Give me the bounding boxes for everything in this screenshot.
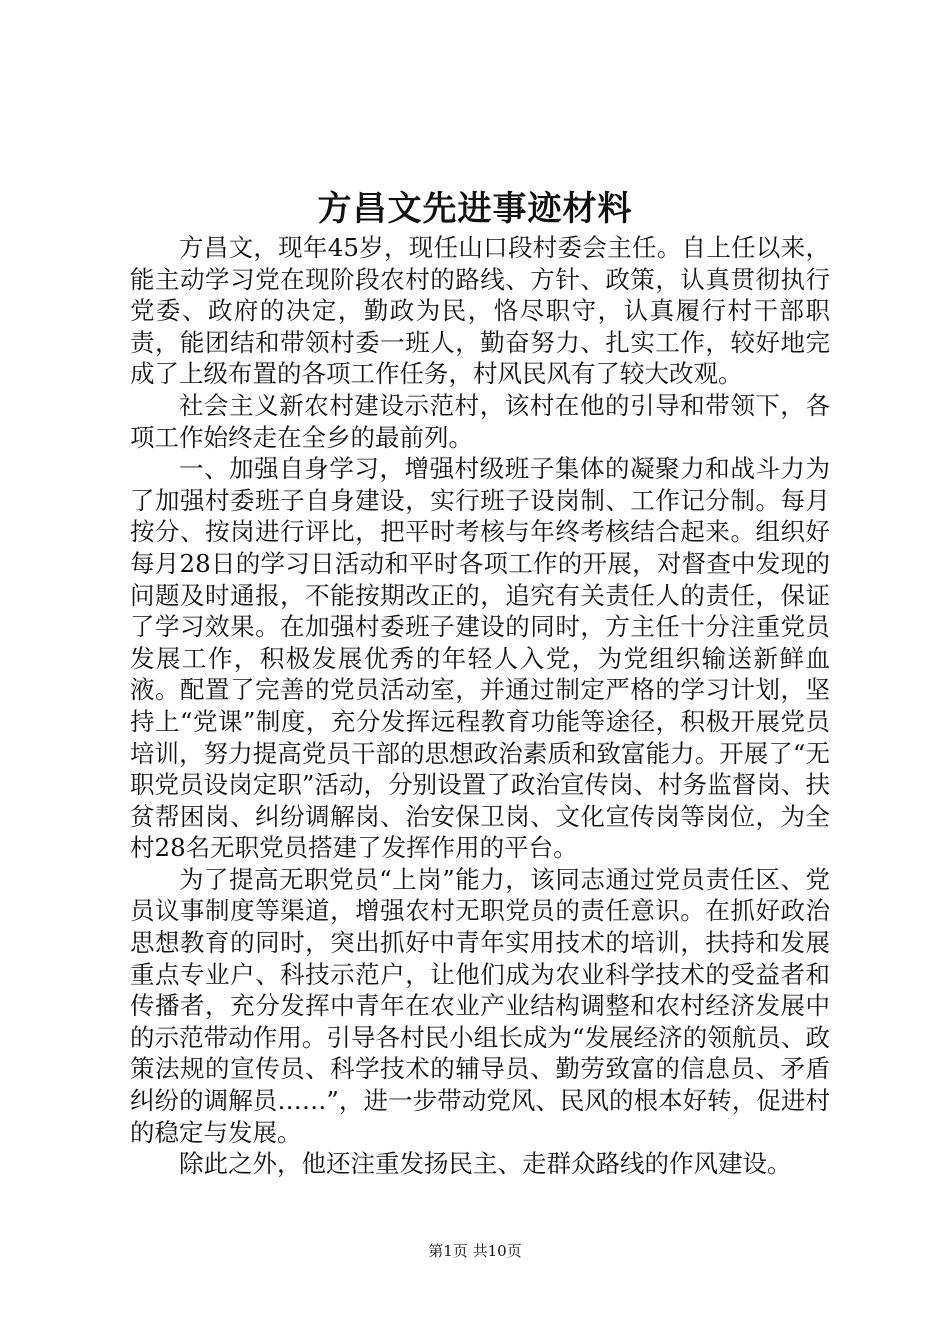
document-body xyxy=(130,232,830,1180)
body-paragraph: 社会主义新农村建设示范村，该村在他的引导和带领下，各项工作始终走在全乡的最前列。 xyxy=(130,390,830,452)
body-paragraph: 一、加强自身学习，增强村级班子集体的凝聚力和战斗力为了加强村委班子自身建设，实行班子设岗制、工作记分制。每月按分、按岗进行评比，把平时考核与年终考核结合起来。组织好每月28日的学习日活动和平时各项工作的开展，对督查中发现的问题及时通报，不能按期改正的，追究有关责任人的责任，保证了学习效果。在加强村委班子建设的同时，方主任十分注重党员发展工作，积极发展优秀的年轻人入党，为党组织输送新鲜血液。配置了完善的党员活动室，并通过制定严格的学习计划，坚持上“党课”制度，充分发挥远程教育功能等途径，积极开展党员培训，努力提高党员干部的思想政治素质和致富能力。开展了“无职党员设岗定职”活动，分别设置了政治宣传岗、村务监督岗、扶贫帮困岗、纠纷调解岗、治安保卫岗、文化宣传岗等岗位，为全村28名无职党员搭建了发挥作用的平台。 xyxy=(130,454,830,863)
document-title: 方昌文先进事迹材料 xyxy=(317,189,633,229)
body-paragraph: 除此之外，他还注重发扬民主、走群众路线的作风建设。 xyxy=(179,1149,792,1179)
body-paragraph: 为了提高无职党员“上岗”能力，该同志通过党员责任区、党员议事制度等渠道，增强农村无职党员的责任意识。在抓好政治思想教育的同时，突出抓好中青年实用技术的培训，扶持和发展重点专业户、科技示范户，让他们成为农业科学技术的受益者和传播者，充分发挥中青年在农业产业结构调整和农村经济发展中的示范带动作用。引导各村民小组长成为“发展经济的领航员、政策法规的宣传员、科学技术的辅导员、勤劳致富的信息员、矛盾纠纷的调解员……”，进一步带动党风、民风的根本好转，促进村的稳定与发展。 xyxy=(130,864,830,1147)
page-number-footer: 第1页 共10页 xyxy=(428,1242,522,1260)
body-paragraph: 方昌文，现年45岁，现任山口段村委会主任。自上任以来，能主动学习党在现阶段农村的路线、方针、政策，认真贯彻执行党委、政府的决定，勤政为民，恪尽职守，认真履行村干部职责，能团结和带领村委一班人，勤奋努力、扎实工作，较好地完成了上级布置的各项工作任务，村风民风有了较大改观。 xyxy=(130,233,830,389)
